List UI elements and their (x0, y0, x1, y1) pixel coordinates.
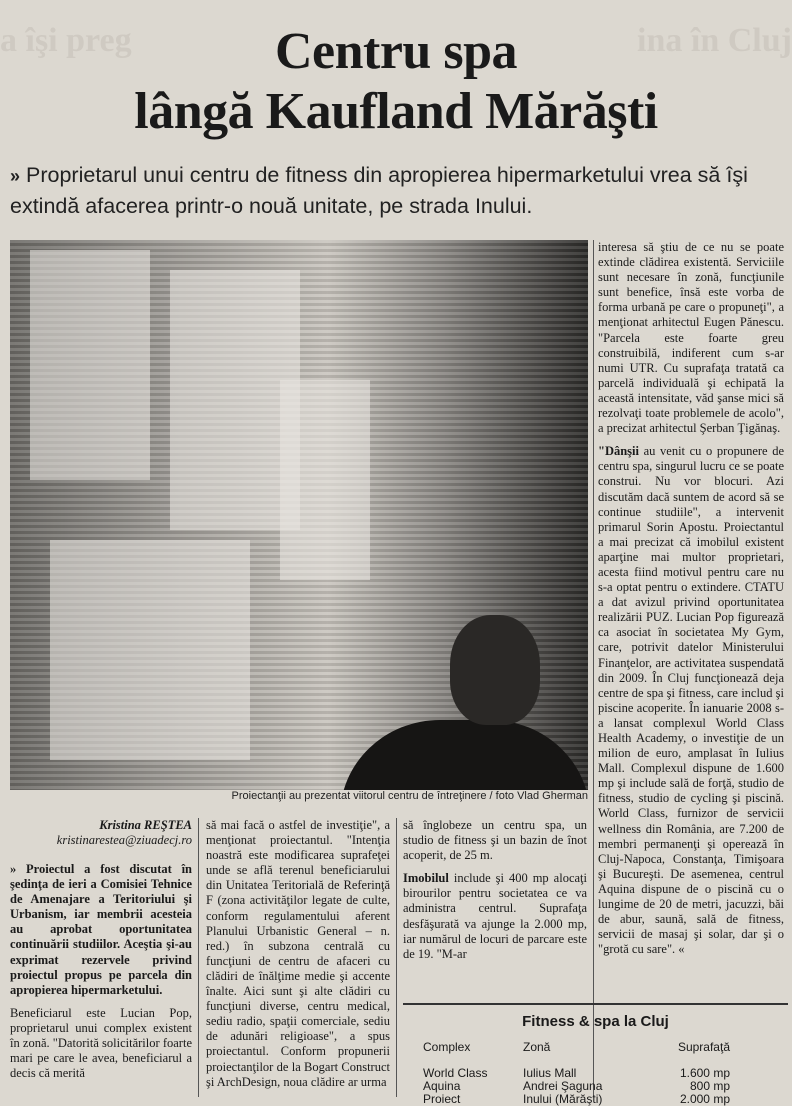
sidebar-table (403, 1005, 788, 1105)
headline (0, 22, 792, 142)
table-cell: 800 mp (689, 1079, 730, 1093)
table-title: Fitness & spa la Cluj (522, 1013, 669, 1030)
photo-caption: Proiectanţii au prezentat viitorul centru de întreţinere / foto Vlad Gherman (231, 790, 588, 802)
article-column-4 (598, 240, 784, 965)
photo-panel (50, 540, 250, 760)
headline-line-2: lângă Kaufland Mărăşti (134, 83, 658, 140)
table-cell: Aquina (423, 1079, 461, 1093)
headline-line-1: Centru spa (274, 23, 518, 80)
body-paragraph (403, 871, 587, 962)
author-name: Kristina REŞTEA (99, 818, 192, 832)
table-row (403, 1066, 788, 1079)
article-column-3 (403, 818, 587, 970)
paragraph-lead-word: Imobilul (403, 871, 449, 886)
body-paragraph: interesa să ştiu de ce nu se poate extinde clădirea existentă. Serviciile sunt necesare în zonă, funcţiunile sunt benefice, însă este vorba de forma urbană pe care o propuneţi", a menţionat arhitectul Eugen Pănescu. "Parcela este foarte greu construibilă, indiferent cum s-ar numi UTR. Cu suprafaţa tratată ca parcelă individuală şi echipată la această intensitate, văd şanse mici să rezolvaţi toate problemele de acolo", a precizat arhitectul Şerban Ţigănaş. (598, 240, 784, 436)
body-paragraph: să înglobeze un centru spa, un studio de fitness şi un bazin de înot acoperit, de 25 m. (403, 818, 587, 863)
bleed-through-text-left: a îşi preg (0, 22, 132, 59)
paragraph-lead-word: "Dânşii (598, 444, 639, 459)
person-silhouette-head (450, 615, 540, 725)
table-cell: Andrei Şaguna (523, 1079, 603, 1093)
table-cell: Iulius Mall (523, 1066, 577, 1080)
byline (10, 818, 192, 848)
intro-paragraph: » Proiectul a fost discutat în şedinţa de ieri a Comisiei Tehnice de Amenajare a Teritoriului şi Urbanism, iar membrii acesteia au aprobat oportunitatea continuării studiilor. Aceştia şi-au exprimat rezervele privind proiectul propus pe parcela din apropierea hipermarketului. (10, 862, 192, 997)
article-column-1 (10, 862, 192, 1089)
bleed-through-text-right: ina în Cluj (637, 22, 792, 59)
table-header-row (403, 1040, 788, 1066)
column-divider (198, 818, 199, 1097)
table-cell: World Class (423, 1066, 488, 1080)
lead-text: Proprietarul unui centru de fitness din apropierea hipermarketului vrea să îşi extindă afacerea printr-o nouă unitate, pe strada Inului. (10, 163, 748, 218)
table-row (403, 1092, 788, 1105)
paragraph-text: au venit cu o propunere de centru spa, singurul lucru ce se poate construi. Nu vor blocuri. Azi discutăm dacă suntem de acord să se continue studiile", a intervenit primarul Sorin Apostu. Proiectantul a mai precizat că imobilul existent aparţine mai multor proprietari, acesta fiind motivul pentru care nu s-a optat pentru o extindere. CTATU a dat avizul privind oportunitatea realizării PUZ. Lucian Pop figurează ca asociat în societatea My Gym, care, potrivit datelor Ministerului Finanţelor, are activitatea suspendată din 2009. În Cluj funcţionează deja centre de spa şi fitness, care includ şi piscine acoperite. În ianuarie 2008 s-a lansat complexul World Class Health Academy, o investiţie de un milion de euro, amplasat în Iulius Mall. Complexul dispune de 1.600 mp şi include sală de forţă, studio de fitness, studio de cycling şi piscină. World Class, furnizor de servicii wellness din România, are 7.200 de membri permanenţi şi operează în Cluj-Napoca, Constanţa, Timişoara şi Bucureşti. De asemenea, centrul Aquina dispune de o piscină cu o lungime de 20 de metri, jacuzzi, băi de abur, saună, sală de fitness, servicii de masaj şi solar, dar şi o "grotă cu sare". « (598, 444, 784, 957)
lead-paragraph (10, 160, 785, 221)
column-divider (593, 240, 594, 1097)
photo-panel (280, 380, 370, 580)
table-cell: Inului (Mărăşti) (523, 1092, 603, 1106)
column-divider (396, 818, 397, 1097)
person-silhouette-body (340, 720, 588, 790)
article-photo (10, 240, 588, 790)
double-arrow-icon: » (10, 166, 21, 186)
table-row (403, 1079, 788, 1092)
table-cell: 1.600 mp (679, 1066, 730, 1080)
article-column-2 (206, 818, 390, 1098)
table-header-complex: Complex (423, 1040, 471, 1054)
data-table (403, 1040, 788, 1105)
author-email: kristinarestea@ziuadecj.ro (56, 833, 192, 847)
body-paragraph (598, 444, 784, 957)
photo-panel (30, 250, 150, 480)
body-paragraph: Beneficiarul este Lucian Pop, proprietarul unui complex existent în zonă. "Datorită solicitărilor foarte mari pe care le avea, beneficiarul a decis că merită (10, 1005, 192, 1081)
table-cell: 2.000 mp (679, 1092, 730, 1106)
paragraph-text: include şi 400 mp alocaţi birourilor pentru societatea ce va administra centrul. Suprafaţa desfăşurată va ajunge la 2.000 mp, iar numărul de locuri de parcare este de 19. "M-ar (403, 871, 587, 961)
table-cell: Proiect (423, 1092, 461, 1106)
table-header-zone: Zonă (523, 1040, 551, 1054)
table-header-area: Suprafaţă (677, 1040, 730, 1054)
body-paragraph: să mai facă o astfel de investiţie", a menţionat proiectantul. "Intenţia noastră este modificarea suprafeţei unde se află terenul beneficiarului din Unitatea Teritorială de Referinţă F (zona activităţilor legate de culte, conform regulamentului aferent Planului Urbanistic General – n. red.) în subzona centrală cu funcţiuni de centru de afaceri cu clădiri de înălţime medie şi accente înalte. Aici sunt şi alte clădiri cu funcţiuni diverse, centru medical, sediu radio, spaţii comerciale, sediu de adunări religioase", a spus proiectantul. Conform propunerii proiectanţilor de la Bogart Construct şi ArchDesign, noua clădire ar urma (206, 818, 390, 1089)
